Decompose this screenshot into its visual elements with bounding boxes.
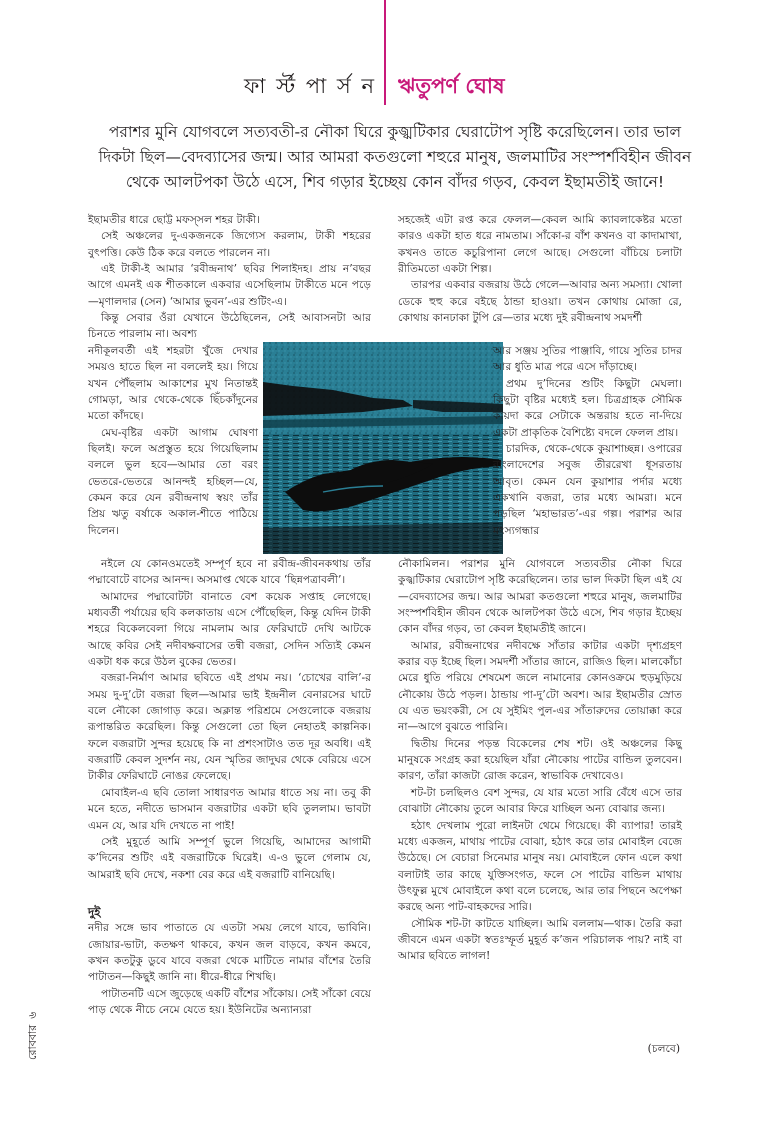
- paragraph: সেই মুহূর্তে আমি সম্পূর্ণ ভুলে গিয়েছি, আমাদের আগামী ক’দিনের শুটিং এই বজরাটিকে ঘিরেই। এ-ও ভুলে গেলাম যে, আমরাই ছবি দেখে, নকশা বের করে এই বজরাটি বানিয়েছি।: [88, 834, 371, 881]
- paragraph: নদীকূলবর্তী এই শহরটা খুঁজে দেখার সময়ও হাতে ছিল না বললেই হয়। গিয়ে যখন পৌঁছলাম আকাশের মুখ নিতান্তই গোমড়া, আর থেকে-থেকে ছিঁচকাঁদুনের মতো কাঁদছে।: [88, 344, 258, 423]
- paragraph: নৌকামিলন। পরাশর মুনি যোগবলে সত্যবতীর নৌকা ঘিরে কুজ্ঝটিকার ঘেরাটোপ সৃষ্টি করেছিলেন। তার ভাল দিকটা ছিল এই যে—বেদব্যাসের জন্ম। আর আমরা কতগুলো শহুরে মানুষ, জলমাটির সংস্পর্শবিহীন জীবন থেকে আলটপকা উঠে এসে, শিব গড়ার ইচ্ছেয় কোন বাঁদর গড়ব, তা কেবল ইছামতীই জানে।: [398, 557, 682, 636]
- paragraph: নইলে যে কোনওমতেই সম্পূর্ণ হবে না রবীন্দ্র-জীবনকথায় তাঁর পদ্মাবোটে বাসের আনন্দ। অসমাপ্ত থেকে যাবে ‘ছিন্নপত্রাবলী’।: [88, 557, 371, 587]
- author-name: ঋতুপর্ণ ঘোষ: [398, 74, 505, 98]
- page-number: ৬: [26, 1011, 39, 1019]
- magazine-name: রোববার: [26, 1024, 39, 1060]
- paragraph: আমাদের পদ্মাবোটটা বানাতে বেশ কয়েক সপ্তাহ লেগেছে। মধ্যবর্তী পর্যায়ের ছবি কলকাতায় এসে পৌঁছেছিল, কিন্তু যেদিন টাকী শহরে বিকেলবেলা গিয়ে নামলাম আর ফেরিঘাটে দেখি আটকে আছে কবির সেই নদীবক্ষবাসের তন্বী বজরা, সেদিন সত্যিই কেমন একটা ধক করে উঠল বুকের ভেতর।: [88, 589, 371, 669]
- paragraph: মেঘ-বৃষ্টির একটা আগাম ঘোষণা ছিলই। ফলে অপ্রস্তুত হয়ে গিয়েছিলাম বললে ভুল হবে—আমার তো বরং ভেতরে-ভেতরে আনন্দই হচ্ছিল—যে, কেমন করে যেন রবীন্দ্রনাথ স্বয়ং তাঁর প্রিয় ঋতু বর্ষাকে অকাল-শীতে পাঠিয়ে দিলেন।: [88, 425, 258, 537]
- paragraph: বজরা-নির্মাণ আমার ছবিতে এই প্রথম নয়। ‘চোখের বালি’-র সময় দু-দু’টো বজরা ছিল—আমার ভাই ইন্দ্রনীল বেনারসের ঘাটে বলে নৌকো জোগাড় করে। অক্লান্ত পরিশ্রমে সেগুলোকে বজরায় রূপান্তরিত করেছিল। কিন্তু সেগুলো তো ছিল নেহাতই কাল্পনিক। ফলে বজরাটা সুন্দর হয়েছে কি না প্রশংসাটাও তত দূর অবধি। এই বজরাটি কেবল সুদর্শন নয়, যেন স্মৃতির জাদুঘর থেকে বেরিয়ে এসে টাকীর ফেরিঘাটে নোঙর ফেলেছে।: [88, 671, 371, 783]
- paragraph: সহজেই এটা রপ্ত করে ফেলল—কেবল আমি ক্যাবলাকেষ্টর মতো কারও একটা হাত ধরে নামতাম। সাঁকো-র বাঁশ কখনও বা কাদামাখা, কখনও তাতে কচুরিপানা লেগে আছে। সেগুলো বাঁচিয়ে চলাটা রীতিমতো একটা শিল্প।: [398, 213, 682, 276]
- paragraph: হঠাৎ দেখলাম পুরো লাইনটা থেমে গিয়েছে। কী ব্যাপার! তারই মধ্যে একজন, মাথায় পাটের বোঝা, হঠাৎ করে তার মোবাইল বেজে উঠেছে। সে বেচারা সিনেমার মানুষ নয়। মোবাইলে ফোন এলে কথা বলাটাই তার কাছে যুক্তিসংগত, ফলে সে পাটের বান্ডিল মাথায় উৎফুল্ল মুখে মোবাইলে কথা বলে চলেছে, আর তার পিছনে অপেক্ষা করছে অন্য পাট-বাহকদের সারি।: [398, 818, 682, 914]
- paragraph: এই টাকী-ই আমার ‘রবীন্দ্রনাথ’ ছবির শিলাইদহ। প্রায় ন’বছর আগে এমনই এক শীতকালে একবার এসেছিলাম টাকীতে মনে পড়ে—মৃণালদার (সেন) ‘আমার ভুবন’-এর শুটিং-এ।: [88, 262, 371, 308]
- column-title: ফা র্স্ট পা র্স ন: [244, 74, 376, 98]
- left-column-top: [88, 212, 371, 343]
- paragraph: দ্বিতীয় দিনের পড়ন্ত বিকেলের শেষ শট। ওই অঞ্চলের কিছু মানুষকে সংগ্রহ করা হয়েছিল যাঁরা নৌকোয় পাটের বান্ডিল তুলবেন। কারণ, তাঁরা কাজটা রোজ করেন, স্বাভাবিক দেখাবেও।: [398, 736, 682, 783]
- paragraph: কিন্তু সেবার ওঁরা যেখানে উঠেছিলেন, সেই আবাসনটা আর চিনতে পারলাম না। অবশ্য: [88, 311, 371, 341]
- section-heading: দুই: [88, 904, 101, 919]
- paragraph: ইছামতীর ধারে ছোট্ট মফস্সল শহর টাকী।: [88, 213, 260, 226]
- left-column-beside-photo: [88, 343, 258, 539]
- continued-note: (চলবে): [647, 1042, 680, 1055]
- left-column-bottom: [88, 556, 371, 1018]
- paragraph: পাটাতনটি এসে জুড়েছে একটি বাঁশের সাঁকোয়। সেই সাঁকো বেয়ে পাড় থেকে নীচে নেমে যেতে হয়। ইউনিটের অন্যান্যরা: [88, 986, 371, 1016]
- right-column-bottom: [398, 556, 682, 965]
- paragraph: প্রথম দু’দিনের শুটিং কিছুটা মেঘলা। কিছুটা বৃষ্টির মধ্যেই হল। চিত্রগ্রাহক সৌমিক কায়দা করে সেটাকে অন্তরায় হতে না-দিয়ে একটা প্রাকৃতিক বৈশিষ্ট্যে বদলে ফেলল প্রায়।: [493, 376, 682, 439]
- right-column-beside-photo: [493, 343, 682, 539]
- paragraph: শট-টা চলছিলও বেশ সুন্দর, যে যার মতো সারি বেঁধে এসে তার বোঝাটা নৌকোয় তুলে আবার ফিরে যাচ্ছিল অন্য বোঝার জন্য।: [398, 785, 682, 816]
- intro-blurb: পরাশর মুনি যোগবলে সত্যবতী-র নৌকা ঘিরে কুজ্ঝটিকার ঘেরাটোপ সৃষ্টি করেছিলেন। তার ভাল দিকটা ছিল—বেদব্যাসের জন্ম। আর আমরা কতগুলো শহুরে মানুষ, জলমাটির সংস্পর্শবিহীন জীবন থেকে আলটপকা উঠে এসে, শিব গড়ার ইচ্ছেয় কোন বাঁদর গড়ব, কেবল ইছামতীই জানে!: [98, 123, 692, 191]
- paragraph: নদীর সঙ্গে ভাব পাতাতে যে এতটা সময় লেগে যাবে, ভাবিনি। জোয়ার-ভাটা, কতক্ষণ থাকবে, কখন জল বাড়বে, কখন কমবে, কখন কতটুকু ডুবে যাবে বজরা থেকে মাটিতে নামার বাঁশের তৈরি পাটাতন—কিছুই জানি না। ধীরে-ধীরে শিখছি।: [88, 921, 371, 984]
- paragraph: আমার, রবীন্দ্রনাথের নদীবক্ষে সাঁতার কাটার একটা দৃশ্যগ্রহণ করার বড় ইচ্ছে ছিল। সমদর্শী সাঁতার জানে, রাজিও ছিল। মালকোঁচা মেরে ধুতি পরিয়ে শেষমেশ জলে নামানোর কোনওক্রমে হুড়মুড়িয়ে নৌকোয় উঠে পড়ল। ঠান্ডায় পা-দু’টো অবশ। আর ইছামতীর স্রোত যে এত ভয়ংকরী, সে যে সুইমিং পুল-এর সাঁতারুদের তোয়াক্কা করে না—আগে বুঝতে পারিনি।: [398, 638, 682, 734]
- right-column-top: [398, 212, 682, 326]
- page-footer: [24, 1012, 43, 1060]
- boat-photo: [263, 342, 503, 554]
- paragraph: মোবাইল-এ ছবি তোলা সাধারণত আমার ধাতে সয় না। তবু কী মনে হতে, নদীতে ভাসমান বজরাটার একটা ছবি তুললাম। ভাবটা এমন যে, আর যদি দেখতে না পাই!: [88, 785, 371, 832]
- header-divider: [384, 0, 386, 105]
- paragraph: সেই অঞ্চলের দু-একজনকে জিগ্যেস করলাম, টাকী শহরের বুৎপত্তি। কেউ ঠিক করে বলতে পারলেন না।: [88, 229, 371, 259]
- paragraph: আর সঞ্জয় সুতির পাঞ্জাবি, গায়ে সুতির চাদর আর ধুতি মাত্র পরে এসে দাঁড়াচ্ছে।: [493, 344, 682, 374]
- paragraph: চারদিক, থেকে-থেকে কুয়াশাচ্ছন্ন। ওপারের বাংলাদেশের সবুজ তীররেখা ধূসরতায় আবৃত। কেমন যেন কুয়াশার পর্দার মধ্যে একখানি বজরা, তার মধ্যে আমরা। মনে পড়ছিল ‘মহাভারত’-এর গল্প। পরাশর আর মৎস্যগন্ধার: [493, 442, 682, 537]
- paragraph: সৌমিক শট-টা কাটতে যাচ্ছিল। আমি বললাম—থাক। তৈরি করা জীবনে এমন একটা স্বতঃস্ফূর্ত মুহূর্ত ক’জন পরিচালক পায়? নাই বা আমার ছবিতে লাগল!: [398, 916, 682, 963]
- paragraph: তারপর একবার বজরায় উঠে গেলে—আবার অন্য সমস্যা। খোলা ডেকে হুহু করে বইছে ঠান্ডা হাওয়া। তখন কোথায় মোজা রে, কোথায় কানঢাকা টুপি রে—তার মধ্যে দুই রবীন্দ্রনাথ সমদর্শী: [398, 278, 682, 325]
